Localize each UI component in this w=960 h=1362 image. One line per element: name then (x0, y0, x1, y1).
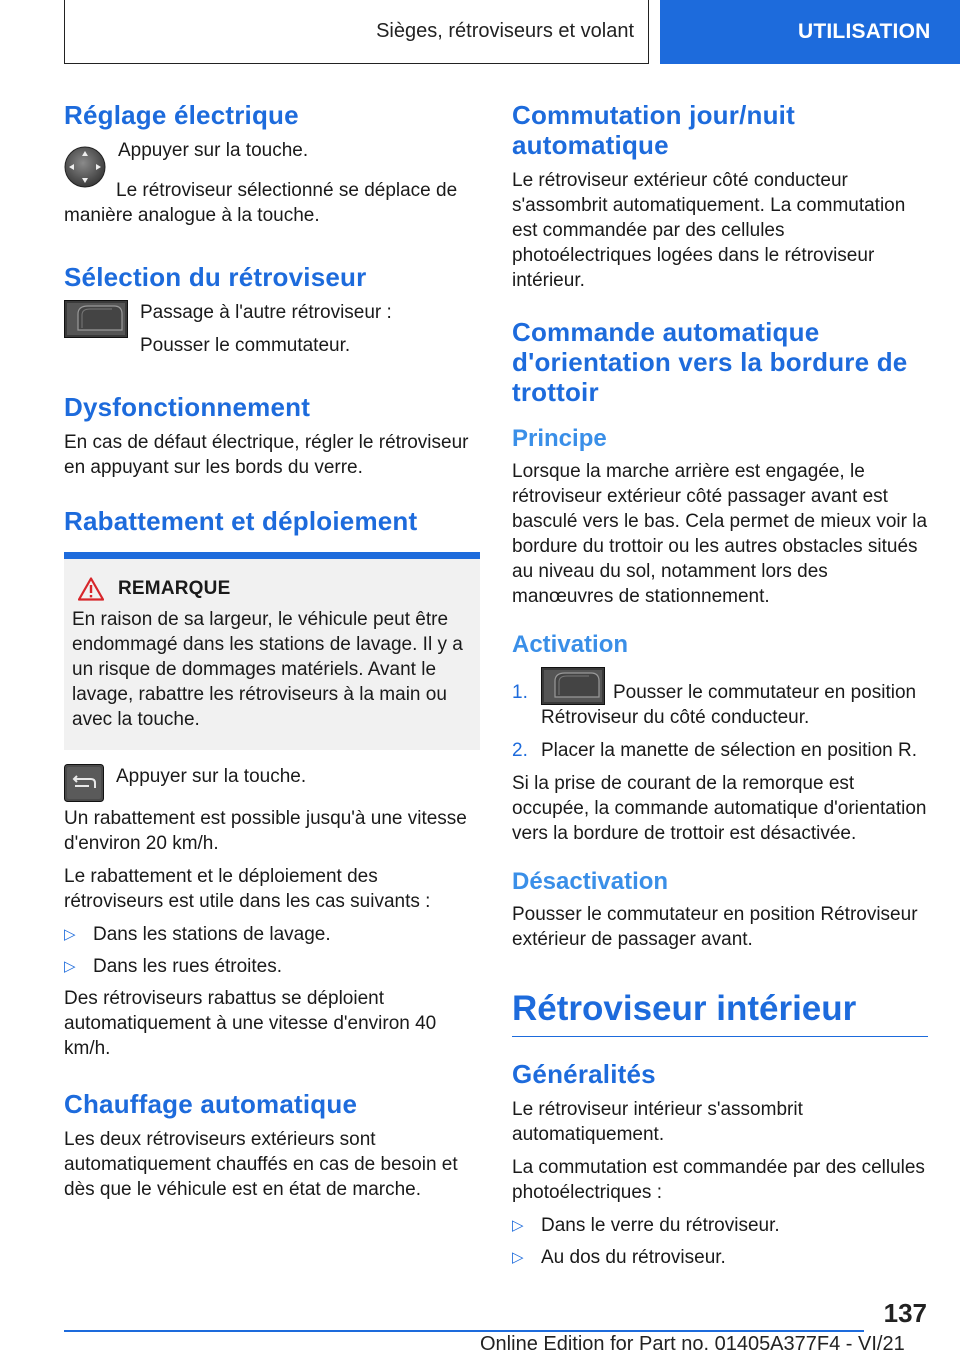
bullet-text: Dans les stations de lavage. (93, 924, 331, 945)
bullet-triangle-icon: ▷ (64, 926, 76, 943)
generalites-p1: Le rétroviseur intérieur s'assombrit automatiquement. (512, 1099, 803, 1145)
footer-divider (64, 1330, 864, 1332)
desactivation-text: Pousser le commutateur en position Rétroviseur extérieur de passager avant. (512, 904, 918, 950)
reglage-line2: Le rétroviseur sélectionné se déplace de manière analogue à la touche. (64, 180, 458, 226)
fold-p1: Un rabattement est possible jusqu'à une vitesse d'environ 20 km/h. (64, 808, 467, 854)
reglage-line1: Appuyer sur la touche. (118, 140, 309, 161)
heading-desactivation: Désactivation (512, 868, 669, 895)
left-column (64, 100, 480, 1210)
heading-dysfonction: Dysfonctionnement (64, 392, 311, 422)
step-text: Pousser le commutateur en position Rétroviseur du côté conducteur. (541, 682, 917, 728)
heading-reglage: Réglage électrique (64, 100, 299, 130)
heading-principe: Principe (512, 425, 607, 452)
step-text: Placer la manette de sélection en position R. (541, 740, 917, 761)
list-item (512, 667, 928, 730)
commutation-text: Le rétroviseur extérieur côté conducteur s'assombrit automatiquement. La commutation est commandée par des cellules photoélectriques logées dans le rétroviseur intérieur. (512, 170, 906, 291)
list-item (64, 922, 480, 947)
list-item (512, 1213, 928, 1238)
chapter-title: UTILISATION (798, 20, 931, 43)
principe-text: Lorsque la marche arrière est engagée, le rétroviseur extérieur côté passager avant est basculé vers le bas. Cela permet de mieux voir la bordure du trottoir ou les autres obstacles situés au niveau du sol, notamment lors des manœuvres de stationnement. (512, 461, 928, 607)
heading-activation: Activation (512, 631, 629, 658)
section-title: Sièges, rétroviseurs et volant (376, 20, 634, 42)
list-item (512, 738, 928, 763)
fold-press: Appuyer sur la touche. (116, 766, 307, 787)
bullet-text: Dans les rues étroites. (93, 956, 283, 977)
header-chapter-tab (660, 0, 960, 64)
step-number: 2. (512, 740, 528, 761)
selection-line2: Pousser le commutateur. (140, 335, 351, 356)
fold-p2: Le rabattement et le déploiement des rétroviseurs est utile dans les cas suivants : (64, 866, 431, 912)
right-column (512, 100, 928, 1277)
mirror-fold-button-icon (64, 764, 104, 802)
dysfonction-text: En cas de défaut électrique, régler le rétroviseur en appuyant sur les bords du verre. (64, 432, 469, 478)
heading-commutation: Commutation jour/nuit automatique (512, 100, 795, 160)
step-number: 1. (512, 682, 528, 703)
heading-chauffage: Chauffage automatique (64, 1089, 358, 1119)
mirror-switch-icon (64, 300, 128, 338)
mirror-adjust-knob-icon (64, 146, 106, 188)
page-number: 137 (883, 1298, 927, 1328)
warning-title (72, 577, 472, 601)
warning-top-bar (64, 552, 480, 559)
header-section-title (64, 0, 649, 64)
selection-line1: Passage à l'autre rétroviseur : (140, 302, 392, 323)
list-item (512, 1245, 928, 1270)
heading-interieur: Rétroviseur intérieur (512, 988, 928, 1037)
chauffage-text: Les deux rétroviseurs extérieurs sont automatiquement chauffés en cas de besoin et dès que le véhicule est en état de marche. (64, 1129, 458, 1200)
bullet-triangle-icon: ▷ (512, 1217, 524, 1234)
heading-selection: Sélection du rétroviseur (64, 262, 367, 292)
bullet-text: Dans le verre du rétroviseur. (541, 1215, 780, 1236)
warning-triangle-icon (78, 577, 104, 601)
footer-edition: Online Edition for Part no. 01405A377F4 - VI/21 (480, 1333, 905, 1355)
warning-label: REMARQUE (118, 578, 231, 599)
generalites-p2: La commutation est commandée par des cellules photoélectriques : (512, 1157, 925, 1203)
mirror-switch-icon (541, 667, 605, 705)
warning-text: En raison de sa largeur, le véhicule peut être endommagé dans les stations de lavage. Il y a un risque de dommages matériels. Avant le lavage, rabattre les rétroviseurs à la main ou avec la touche. (72, 609, 463, 730)
heading-generalites: Généralités (512, 1059, 656, 1089)
fold-p3: Des rétroviseurs rabattus se déploient automatiquement à une vitesse d'environ 40 km/h. (64, 988, 437, 1059)
warning-box (64, 559, 480, 750)
selection-row (64, 300, 480, 366)
bullet-triangle-icon: ▷ (64, 958, 76, 975)
list-item (64, 954, 480, 979)
heading-rabattement: Rabattement et déploiement (64, 506, 418, 536)
bullet-text: Au dos du rétroviseur. (541, 1247, 726, 1268)
heading-commande: Commande automatique d'orientation vers la bordure de trottoir (512, 317, 908, 407)
activation-text: Si la prise de courant de la remorque est occupée, la commande automatique d'orientation vers la bordure de trottoir est désactivée. (512, 773, 927, 844)
bullet-triangle-icon: ▷ (512, 1249, 524, 1266)
fold-row (64, 750, 480, 802)
